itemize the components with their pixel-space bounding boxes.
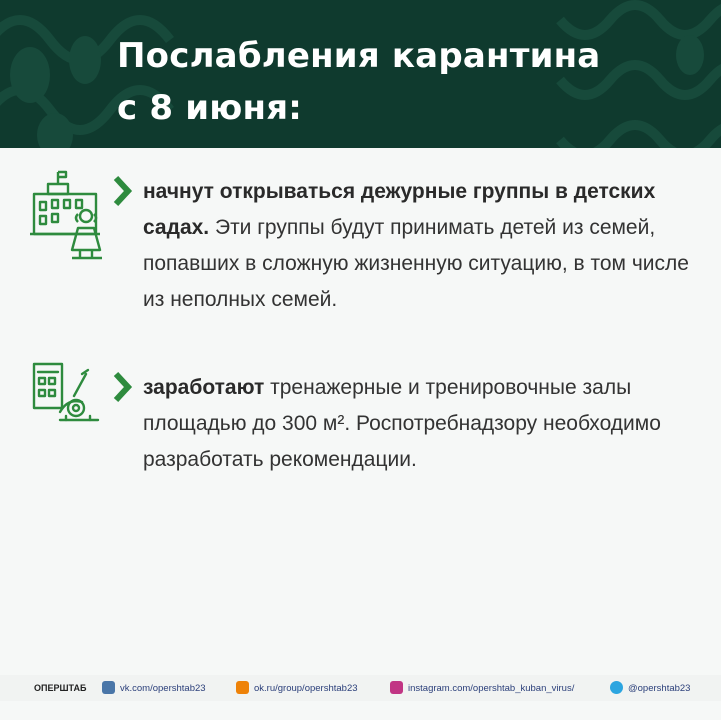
footer-link-vk[interactable]: vk.com/opershtab23 <box>120 683 206 694</box>
chevron-right-icon <box>112 174 134 208</box>
item-body-text: Эти группы будут принимать детей из семей, попавших в сложную жизненную ситуацию, в том числе из неполных семей. <box>143 216 689 311</box>
item-bold-text: заработают <box>143 376 265 399</box>
item-bold-text: начнут открываться дежурные группы в детских садах. <box>143 180 656 239</box>
list-item-gym <box>0 358 721 518</box>
footer-bar <box>0 675 721 701</box>
footer-link-instagram[interactable]: instagram.com/opershtab_kuban_virus/ <box>408 683 575 694</box>
item-text <box>143 370 703 478</box>
header-banner <box>0 0 721 148</box>
list-item-kindergarten <box>0 168 721 348</box>
title-line-1: Послабления карантина <box>117 36 601 76</box>
title-line-2: с 8 июня: <box>117 88 303 128</box>
kindergarten-icon <box>28 170 108 262</box>
item-text <box>143 174 703 318</box>
ok-icon <box>236 681 249 694</box>
vk-icon <box>102 681 115 694</box>
telegram-icon <box>610 681 623 694</box>
gym-icon <box>30 360 102 426</box>
item-body-text: тренажерные и тренировочные залы площадью до 300 м². Роспотребнадзору необходимо разработать рекомендации. <box>143 376 661 471</box>
instagram-icon <box>390 681 403 694</box>
footer-link-telegram[interactable]: @opershtab23 <box>628 683 691 694</box>
footer-label: ОПЕРШТАБ <box>34 683 87 693</box>
footer-link-ok[interactable]: ok.ru/group/opershtab23 <box>254 683 358 694</box>
chevron-right-icon <box>112 370 134 404</box>
page-title <box>117 30 600 134</box>
